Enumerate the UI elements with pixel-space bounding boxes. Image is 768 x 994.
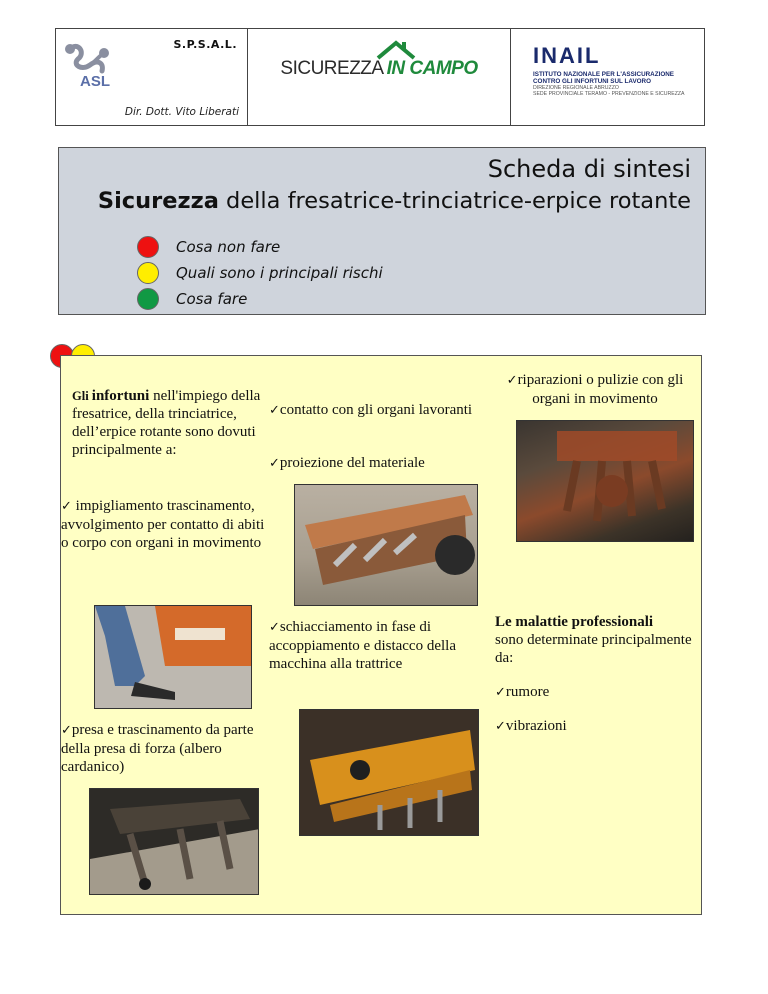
director-name: Dir. Dott. Vito Liberati xyxy=(124,106,239,118)
item-schiacciamento xyxy=(269,618,489,673)
check-icon: ✓ xyxy=(495,719,506,734)
photo-pto-drawing xyxy=(90,789,259,895)
photo-legs-drawing xyxy=(95,606,252,709)
item-presa xyxy=(61,721,271,776)
item-text: contatto con gli organi lavoranti xyxy=(279,402,473,418)
yellow-dot-icon xyxy=(137,262,159,284)
legend-label: Quali sono i principali rischi xyxy=(176,264,383,282)
legend-label: Cosa non fare xyxy=(176,238,281,256)
item-text: riparazioni o pulizie con gli organi in movimento xyxy=(517,372,684,407)
malattie-bold: Le malattie professionali xyxy=(495,614,654,630)
green-dot-icon xyxy=(137,288,159,310)
check-icon: ✓ xyxy=(61,499,72,514)
item-text: schiacciamento in fase di accoppiamento e distacco della macchina alla trattrice xyxy=(269,619,456,672)
summary-box xyxy=(58,147,706,315)
intro-text xyxy=(72,387,272,459)
legend-label: Cosa fare xyxy=(176,290,248,308)
intro-bold: infortuni xyxy=(91,388,150,404)
photo-trinciatrice-drawing xyxy=(295,485,478,606)
spsal-label: S.P.S.A.L. xyxy=(173,38,237,51)
inail-subtitle xyxy=(533,71,703,97)
item-text: vibrazioni xyxy=(505,718,567,734)
summary-subtitle xyxy=(98,188,691,214)
red-dot-icon xyxy=(137,236,159,258)
item-text: rumore xyxy=(505,684,550,700)
photo-pto-shaft xyxy=(89,788,259,895)
photo-blades-drawing xyxy=(517,421,694,542)
malattie-rest: sono determinate principalmente da: xyxy=(495,632,692,666)
item-text: presa e trascinamento da parte della presa di forza (albero cardanico) xyxy=(61,722,254,775)
check-icon: ✓ xyxy=(269,403,280,418)
item-text: proiezione del materiale xyxy=(279,455,425,471)
summary-title: Scheda di sintesi xyxy=(487,155,691,183)
roof-icon xyxy=(376,40,416,60)
check-icon: ✓ xyxy=(269,456,280,471)
item-rumore xyxy=(495,683,695,702)
item-impigliamento xyxy=(61,497,271,552)
item-vibrazioni xyxy=(495,717,695,736)
subtitle-rest: della fresatrice-trinciatrice-erpice rotante xyxy=(218,188,691,214)
asl-label: ASL xyxy=(80,73,110,90)
intro-pre: Gli xyxy=(72,389,92,403)
photo-coupling-drawing xyxy=(300,710,479,836)
check-icon: ✓ xyxy=(269,620,280,635)
inail-line4: SEDE PROVINCIALE TERAMO - PREVENZIONE E SICUREZZA xyxy=(533,91,685,97)
legend-row-red xyxy=(137,234,383,260)
inail-line2: CONTRO GLI INFORTUNI SUL LAVORO xyxy=(533,78,652,85)
risks-panel xyxy=(60,355,702,915)
sicurezza-cell xyxy=(248,29,511,125)
inail-cell xyxy=(511,29,704,125)
item-contatto xyxy=(269,401,479,420)
intro-rest: nell'impiego della fresatrice, della trinciatrice, dell’erpice rotante sono dovuti principalmente a: xyxy=(72,388,261,458)
inail-line1: ISTITUTO NAZIONALE PER L'ASSICURAZIONE xyxy=(533,71,674,78)
legend xyxy=(137,234,383,312)
photo-trinciatrice xyxy=(294,484,478,606)
sicurezza-word: SICUREZZA xyxy=(280,58,384,79)
photo-rotary-blades xyxy=(516,420,694,542)
item-riparazioni xyxy=(495,371,695,408)
photo-legs-machine xyxy=(94,605,252,709)
check-icon: ✓ xyxy=(495,685,506,700)
legend-row-yellow xyxy=(137,260,383,286)
sicurezza-in-campo-logo xyxy=(280,58,477,80)
asl-cell xyxy=(56,29,248,125)
item-proiezione xyxy=(269,454,499,473)
malattie-text xyxy=(495,613,695,667)
item-text: impigliamento trascinamento, avvolgimento per contatto di abiti o corpo con organi in movimento xyxy=(61,498,265,551)
header-table xyxy=(55,28,705,126)
inail-logo: INAIL xyxy=(533,43,601,68)
legend-row-green xyxy=(137,286,383,312)
in-campo-word: IN CAMPO xyxy=(386,58,478,79)
subtitle-bold: Sicurezza xyxy=(97,188,219,214)
check-icon: ✓ xyxy=(61,723,72,738)
check-icon: ✓ xyxy=(506,373,518,388)
photo-coupling xyxy=(299,709,479,836)
inail-line3: DIREZIONE REGIONALE ABRUZZO xyxy=(533,85,619,91)
